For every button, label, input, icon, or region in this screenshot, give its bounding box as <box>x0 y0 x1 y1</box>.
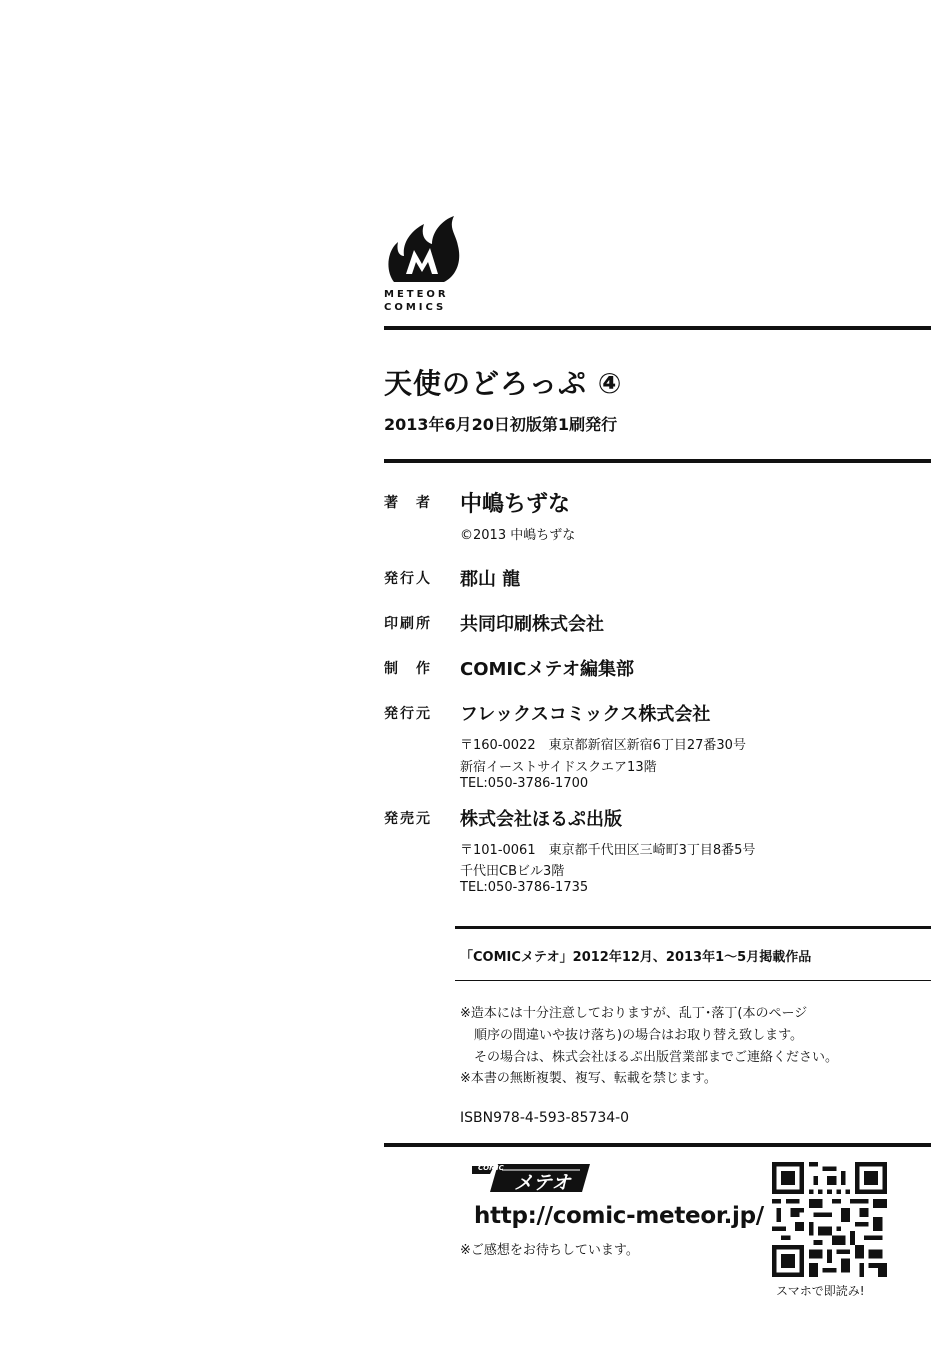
website-url[interactable]: http://comic-meteor.jp/ <box>474 1203 764 1229</box>
book-title: 天使のどろっぷ ④ <box>384 367 623 400</box>
distributor-address-1: 〒101-0061 東京都千代田区三崎町3丁目8番5号 <box>460 843 756 858</box>
issuer-label: 発行人 <box>384 571 432 587</box>
publisher-address-1: 〒160-0022 東京都新宿区新宿6丁目27番30号 <box>460 738 746 753</box>
qr-caption: スマホで即読み! <box>776 1284 865 1298</box>
publisher-address-2: 新宿イーストサイドスクエア13階 <box>460 760 657 775</box>
author-label: 著 者 <box>384 495 432 511</box>
divider-serialization <box>455 926 931 929</box>
edition-date: 2013年6月20日初版第1刷発行 <box>384 415 618 434</box>
logo-text-meteor: METEOR <box>384 289 449 300</box>
divider-notes <box>455 980 931 981</box>
distributor-name: 株式会社ほるぷ出版 <box>460 809 622 830</box>
production-name: COMICメテオ編集部 <box>460 659 634 680</box>
note-line-4: ※本書の無断複製、複写、転載を禁じます。 <box>460 1071 717 1086</box>
serialization-info: 「COMICメテオ」2012年12月、2013年1～5月掲載作品 <box>460 950 812 965</box>
note-line-2: 順序の間違いや抜け落ち)の場合はお取り替え致します。 <box>474 1028 804 1043</box>
author-name: 中嶋ちずな <box>460 492 571 517</box>
qr-code-icon <box>772 1162 887 1277</box>
publisher-label: 発行元 <box>384 706 432 722</box>
note-line-3: その場合は、株式会社ほるぷ出版営業部までご連絡ください。 <box>474 1050 839 1065</box>
divider-credits <box>384 459 931 463</box>
issuer-name: 郡山 龍 <box>460 569 521 590</box>
isbn: ISBN978-4-593-85734-0 <box>460 1110 630 1126</box>
feedback-note: ※ご感想をお待ちしています。 <box>460 1243 639 1258</box>
divider-top <box>384 326 931 330</box>
flame-m-logo-icon <box>384 212 464 290</box>
distributor-address-2: 千代田CBビル3階 <box>460 864 565 879</box>
production-label: 制 作 <box>384 661 432 677</box>
copyright: ©2013 中嶋ちずな <box>460 528 576 543</box>
distributor-tel: TEL:050-3786-1735 <box>460 880 589 895</box>
publisher-tel: TEL:050-3786-1700 <box>460 776 589 791</box>
comic-meteor-logo <box>470 1160 595 1196</box>
printer-label: 印刷所 <box>384 616 432 632</box>
publisher-name: フレックスコミックス株式会社 <box>460 704 711 725</box>
printer-name: 共同印刷株式会社 <box>460 614 604 635</box>
comic-logo-main-text: メテオ <box>514 1172 571 1194</box>
distributor-label: 発売元 <box>384 811 432 827</box>
note-line-1: ※造本には十分注意しておりますが、乱丁･落丁(本のページ <box>460 1006 808 1021</box>
divider-footer <box>384 1143 931 1147</box>
qr-code[interactable] <box>772 1162 887 1277</box>
comic-logo-small-text: COMIC <box>478 1164 504 1172</box>
logo-text-comics: COMICS <box>384 302 447 313</box>
